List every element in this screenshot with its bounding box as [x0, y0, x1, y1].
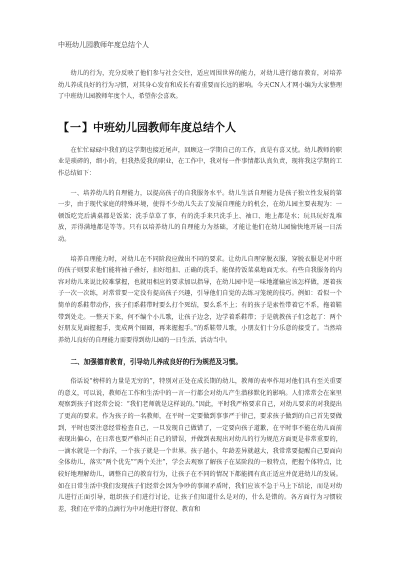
document-title: 中班幼儿园教师年度总结个人	[58, 41, 149, 49]
subsection-heading: 二、加强德育教育，引导幼儿养成良好的行为规范及习惯。	[70, 358, 242, 367]
body-paragraph: 培养自理能力时，对幼儿在不同阶段应做出不同的要求。让幼儿自理穿脱衣服，穿脱衣服是对中班的孩子则要求他们能将袖子叠好，扣好纽扣、正确的洗手，能保持饭菜桌地面无水。有些自我服务的内容对幼儿来说比较难掌握，也就用相应的要求加以指导，在幼儿园中是一味地灌输应该怎样做，逐着孩子一次一次练，对常常要一定没有提高孩子兴趣，引导他们自觉的去练习笼统的技巧。例如：看似一个简单的系鞋带动作，孩子们系鞋带时要么打个死结，要么系不上；有的孩子是索性带着它不系，拖着鞋带到处走。一整天下来，何不编个小儿歌，让孩子边念，边学着系鞋带；于是就教孩子们念起了：两个好朋友见面握握手，变成两个圈圈，再来握握手。”的系鞋带儿歌，小朋友们十分乐意的接受了。当然培养幼儿良好的自理能力需要得到幼儿园的一日生活、活动当中。	[58, 255, 342, 344]
body-paragraph: 俗话说“榜样的力量是无穷的”，特别对正处在成长期的幼儿，教师的表率作用对他们具有至关重要的意义，可以说，教师在工作和生活中的一言一行都会对幼儿产生潜移默化的影响。人们常常会在案里观察到孩子们经常会说：“我们老师就是这样说的。”因此，平时我严格要求自己，对幼儿要求的对我提出了更高的要求。作为孩子的一名教师，在平时一定要做到事事严于律己，要求孩子做到的自己首先要做到，平时也要注意经常检查自己，一旦发现自己做错了，一定要向孩子道歉，在平时事不能在幼儿面前表现出偏心，在日常也要严格纠正自己的错误，并做到表现出对幼儿的行为规范方面更是非常重要的，一滴水就是一个海洋，一个孩子就是一个世界。孩子越小，年龄差异就越大，我常常要提醒自己要面向全体幼儿，落实“两个优先”“两个关注”，学会去观察了解孩子在某阶段的一般特点，把握个体特点，比较好地理解幼儿，调整自己的教育行为，让孩子在不同的情况下都能拥有真正适应并促进幼儿的发展。如在日常生活中我们发现孩子们经常会因为争吵的事闹矛盾时，我们应该不急于马上下结论，而是对幼儿进行正面引导，组织孩子们进行讨论，让孩子们知道什么是对的，什么是错的。各方面行为习惯较差，我们在平常的点滴行为中对他进行督促、教育和	[58, 378, 342, 513]
intro-paragraph: 幼儿的行为，充分反映了他们参与社会交往，适应周围世界的能力，对幼儿进行德育教育，对培养幼儿养成良好的行为习惯，对其身心发育和成长有着重要而长远的影响。今天CN人才网小编为大家整理了中班幼儿园教师年度个人，希望你会喜欢。	[58, 70, 342, 101]
heading-title: 中班幼儿园教师年度总结个人	[93, 120, 236, 134]
heading-close-bracket: 】	[82, 120, 93, 134]
section-heading	[58, 121, 342, 135]
body-paragraph: 在忙忙碌碌中我们的这学期也接近尾声，回顾这一学期自己的工作，真是有喜又忧。幼儿教师的职业是琐碎的，细小的，但我热爱我的职业，在工作中，我对每一件事情都认真负责，现将我这学期的工作总结如下：	[58, 146, 342, 177]
heading-open-bracket: 【	[58, 120, 69, 134]
heading-number: 一	[70, 120, 81, 134]
body-paragraph: 一、培养幼儿的自理能力，以提高孩子的自我服务水平。幼儿生活自理能力是孩子独立性发展的第一步，由于现代家庭的特殊环境，使得不少幼儿失去了发展自理能力的机会，在幼儿园主要表现为：一顿饭吃完后满桌都是饭菜；洗手草草了事，有的洗手来只洗手上、袖口、地上都是水；玩具玩好乱堆放，弄得满地都是等等。只有以培养幼儿的自理能力为基础，才能让他们在幼儿园愉快地开展一日活动。	[58, 189, 342, 243]
